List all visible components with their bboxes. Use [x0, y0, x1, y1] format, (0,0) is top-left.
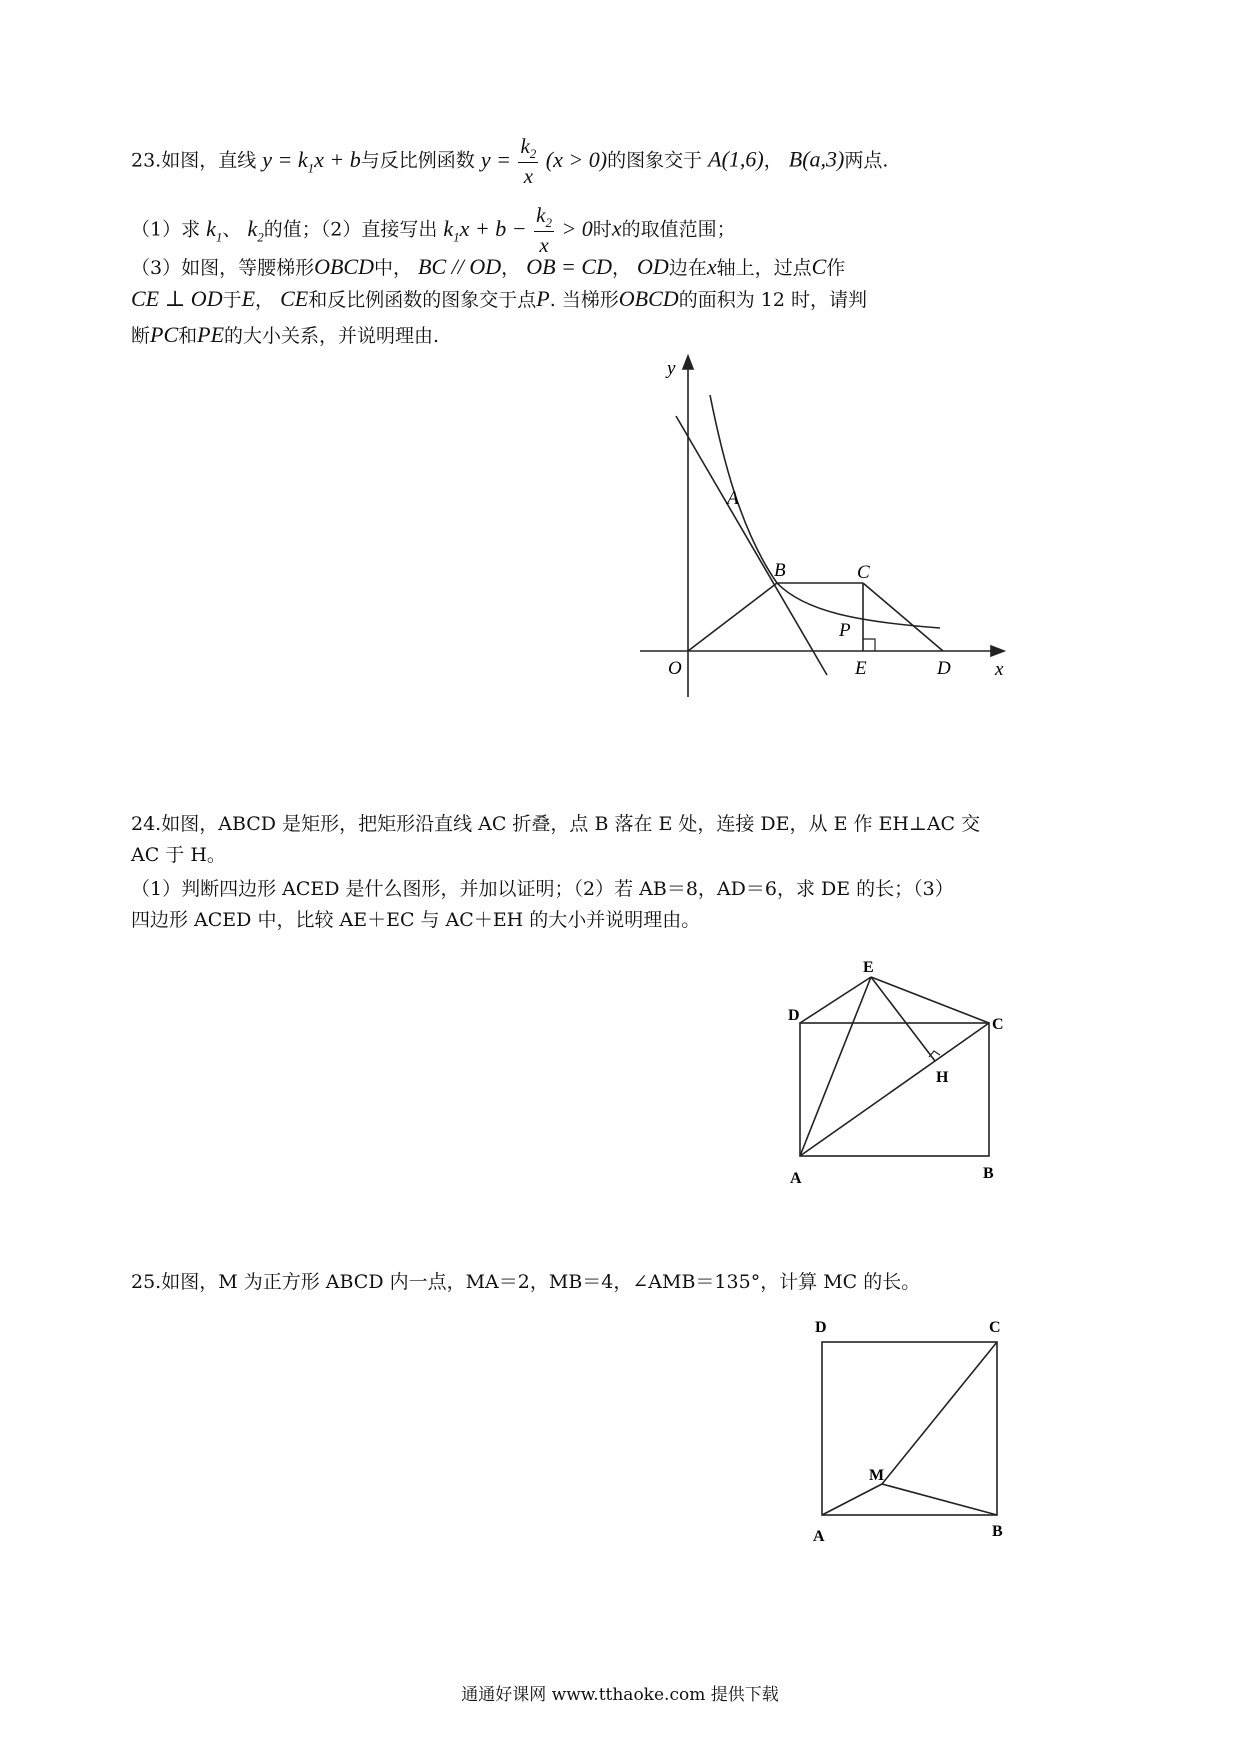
- label-o: O: [668, 658, 682, 679]
- label-e: E: [863, 959, 874, 976]
- segment-mb: [882, 1484, 997, 1515]
- q24-line-2: AC 于 H。: [131, 844, 226, 866]
- label-x: x: [995, 659, 1004, 680]
- label-h: H: [936, 1069, 949, 1086]
- label-p: P: [839, 620, 851, 641]
- segment-mc: [882, 1342, 997, 1484]
- segment-ma: [822, 1484, 882, 1515]
- square-abcd: [822, 1342, 997, 1515]
- point-b-coords: B(a,3): [788, 146, 845, 172]
- line-equation: $y = k_1x + b$: [262, 146, 361, 176]
- label-a: A: [790, 1170, 802, 1187]
- label-m: M: [869, 1467, 885, 1484]
- q24-line-4: 四边形 ACED 中，比较 AE＋EC 与 AC＋EH 的大小并说明理由。: [131, 909, 701, 931]
- footer-source: 通通好课网 www.tthaoke.com 提供下载: [461, 1685, 779, 1705]
- label-d: D: [815, 1319, 827, 1336]
- q23-line-3: （3）如图，等腰梯形OBCD中， BC // OD， OB = CD， OD边在x轴上，过点C作: [131, 254, 846, 279]
- q24-line-3: （1）判断四边形 ACED 是什么图形，并加以证明；（2）若 AB＝8，AD＝6，求 DE 的长；（3）: [131, 878, 954, 900]
- label-a: A: [813, 1528, 825, 1545]
- inverse-function: y = $\frac{k_2}{x}$ (x > 0): [480, 134, 608, 189]
- q25-line-1: 25.如图，M 为正方形 ABCD 内一点，MA＝2，MB＝4，∠AMB＝135°，计算 MC 的长。: [131, 1271, 921, 1293]
- point-a-coords: A(1,6): [708, 146, 764, 172]
- q24-line-1: 24.如图，ABCD 是矩形，把矩形沿直线 AC 折叠，点 B 落在 E 处，连接 DE，从 E 作 EH⊥AC 交: [131, 813, 981, 835]
- q23-line-1: 23.如图，直线 $y = k_1x + b$与反比例函数 y = $\frac{k_2}{x}$ (x > 0)的图象交于 A(1,6)， B(a,3)两点.: [131, 134, 889, 189]
- label-c: C: [992, 1016, 1004, 1033]
- q23-line-4: CE ⊥ OD于E， CE和反比例函数的图象交于点P. 当梯形OBCD的面积为 12 时，请判: [131, 286, 867, 311]
- label-e: E: [855, 658, 867, 679]
- q23-line-2: （1）求 $k_1$、 $k_2$的值；（2）直接写出 $k_1x + b$ − $\frac{k_2}{x}$ > 0时x的取值范围；: [131, 203, 736, 258]
- q23-line-5: 断PC和PE的大小关系，并说明理由.: [131, 322, 440, 347]
- question-number: 23.: [131, 149, 162, 172]
- label-c: C: [857, 562, 870, 583]
- label-d: D: [788, 1007, 800, 1024]
- label-d: D: [937, 658, 951, 679]
- label-b: B: [983, 1165, 994, 1182]
- label-y: y: [667, 358, 676, 379]
- label-b: B: [774, 560, 786, 581]
- label-a: A: [727, 488, 739, 509]
- inequality-expression: $k_1x + b$ − $\frac{k_2}{x}$ > 0: [443, 203, 593, 258]
- label-c: C: [989, 1319, 1001, 1336]
- label-b: B: [992, 1523, 1003, 1540]
